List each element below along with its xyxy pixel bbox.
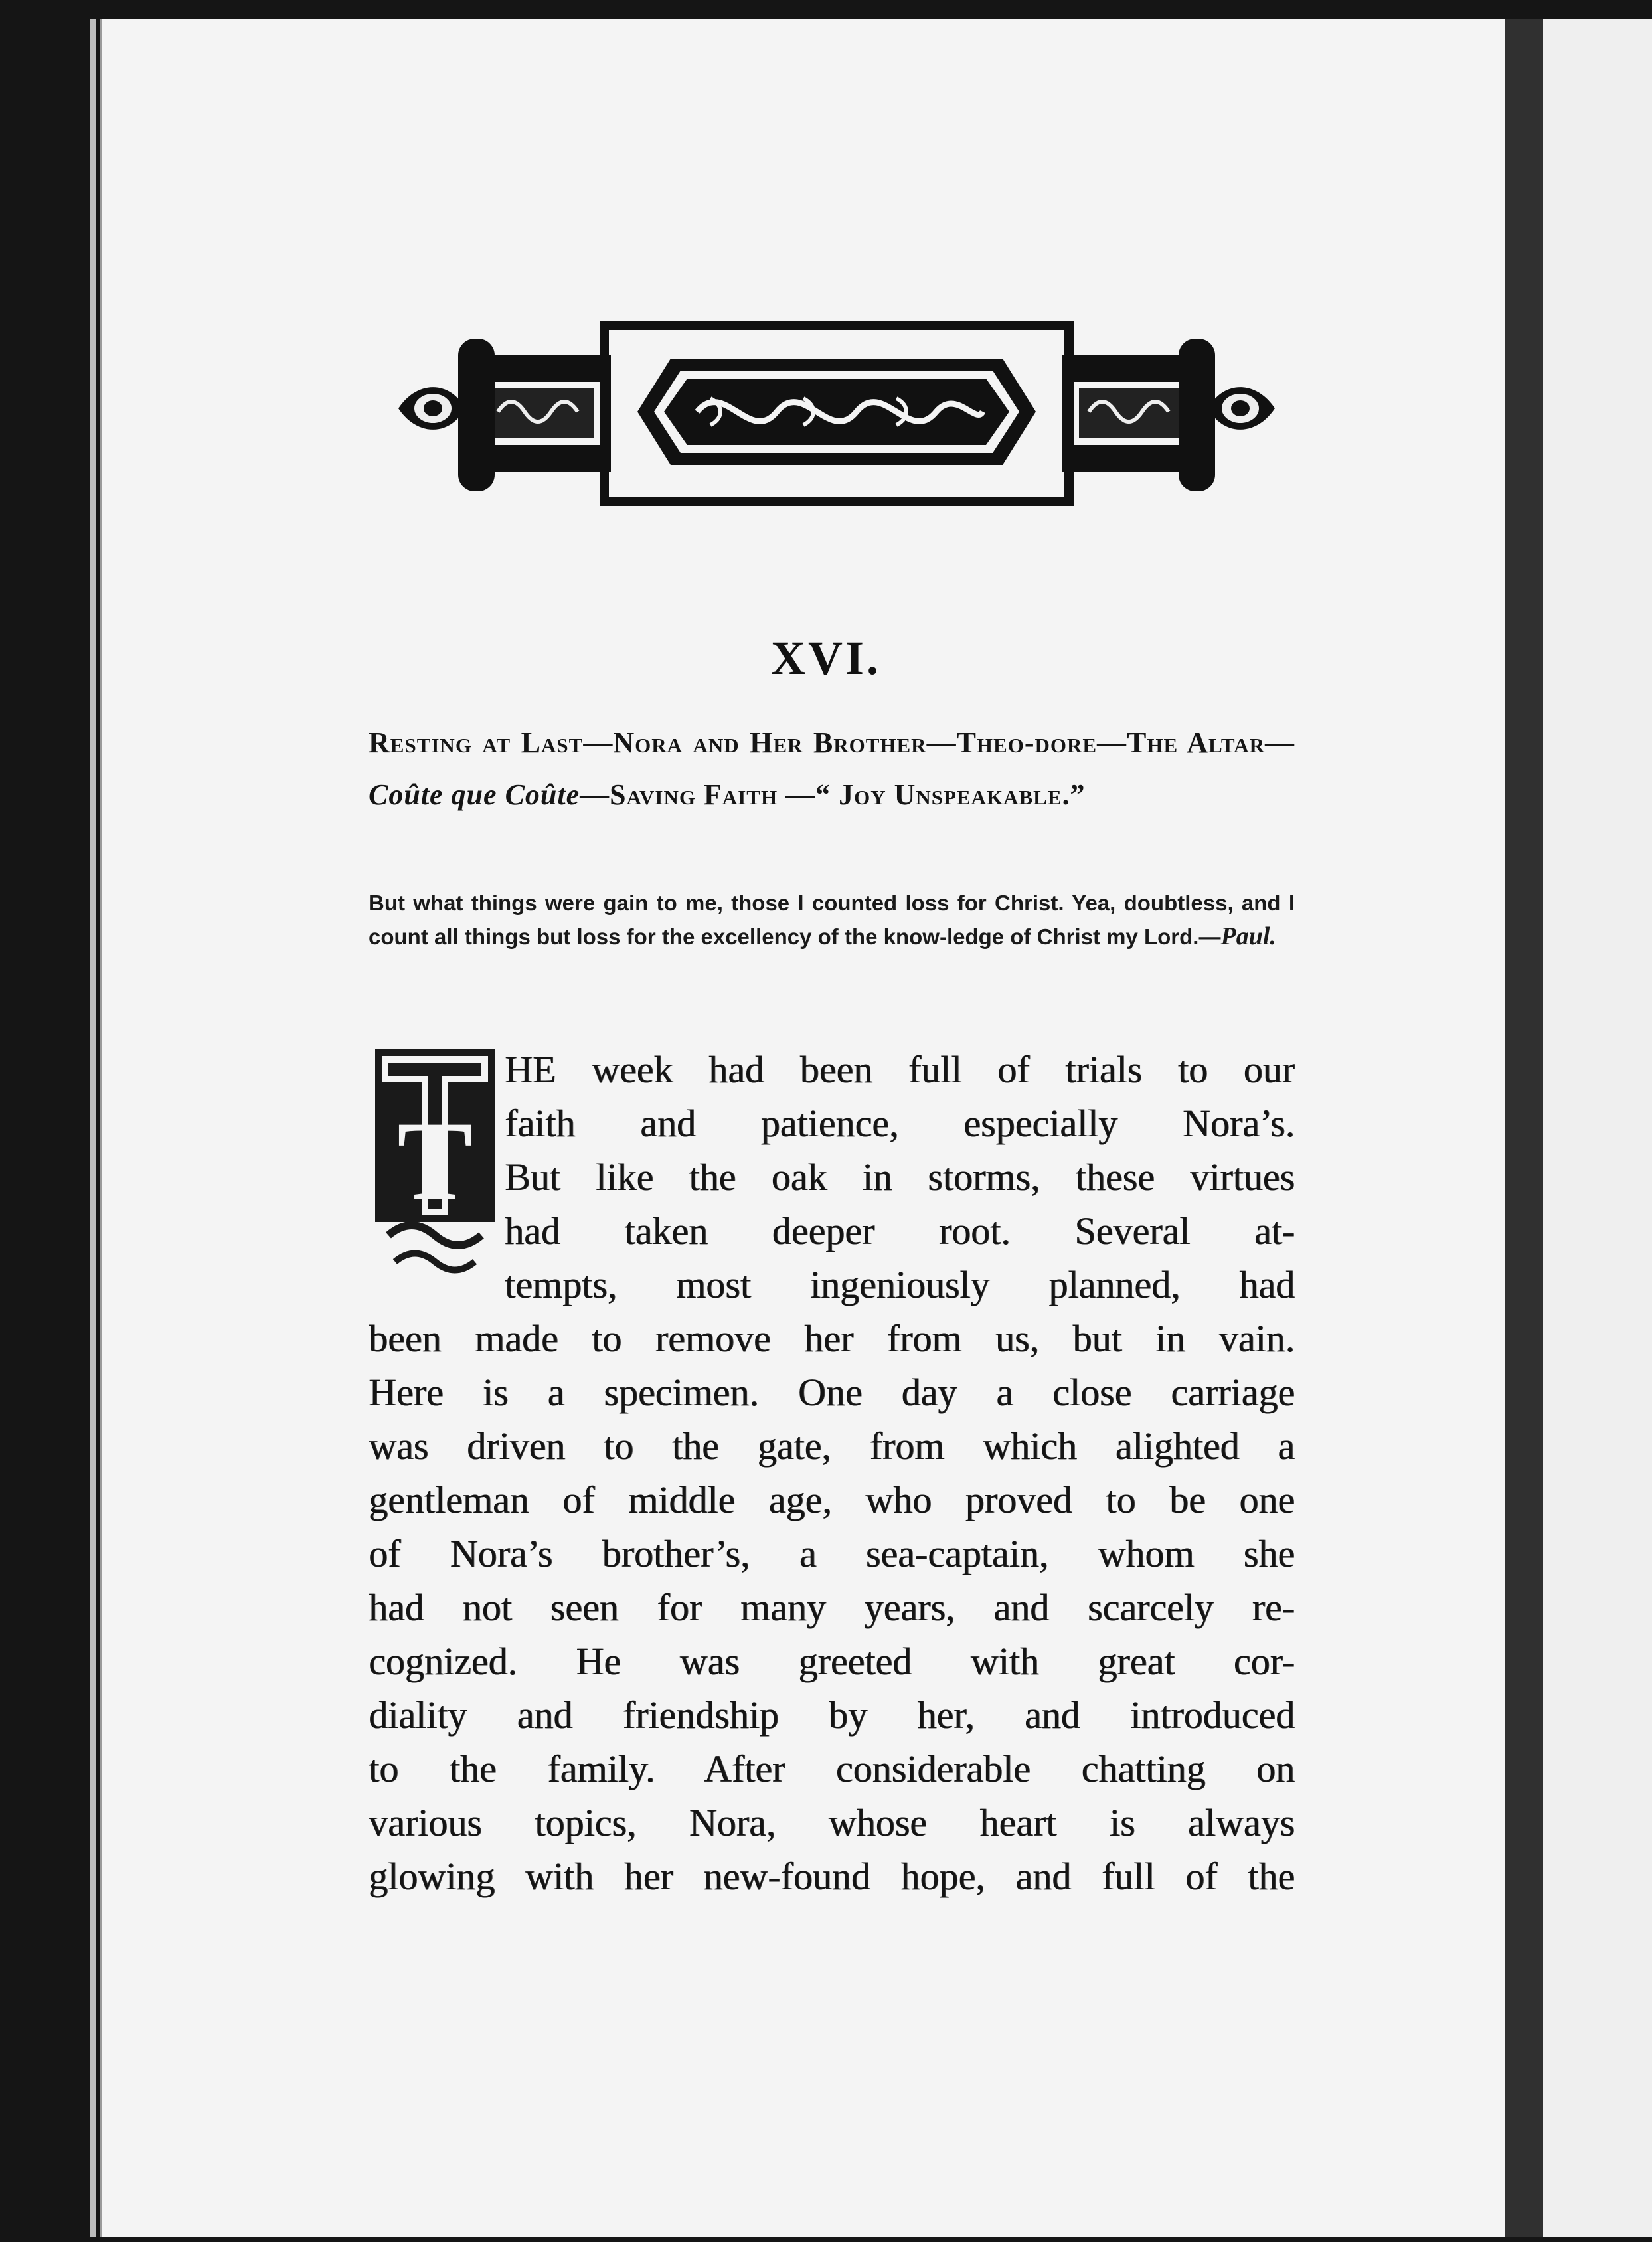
chapter-number: XVI.: [770, 632, 881, 685]
body-line: was driven to the gate, from which alighted a: [369, 1424, 1295, 1468]
facing-page-edge: [1543, 19, 1652, 2237]
body-line: gentleman of middle age, who proved to be one: [369, 1478, 1295, 1521]
body-line: of Nora’s brother’s, a sea-captain, whom she: [369, 1532, 1295, 1575]
epigraph: [369, 887, 1295, 954]
body-text: [369, 1043, 1295, 1903]
chapter-synopsis: [369, 717, 1295, 821]
body-line: various topics, Nora, whose heart is always: [369, 1801, 1295, 1844]
body-line: had not seen for many years, and scarcely re-: [369, 1586, 1295, 1629]
body-line: faith and patience, especially Nora’s.: [505, 1102, 1295, 1145]
body-line: to the family. After considerable chatting on: [369, 1747, 1295, 1790]
body-line: glowing with her new-found hope, and full of the: [369, 1855, 1295, 1898]
drop-cap-letter: T: [397, 1098, 473, 1223]
body-line: diality and friendship by her, and introduced: [369, 1693, 1295, 1737]
synopsis-foreign-phrase: Coûte que Coûte: [369, 778, 580, 811]
body-line: HE week had been full of trials to our: [505, 1048, 1295, 1091]
body-line: been made to remove her from us, but in vain.: [369, 1317, 1295, 1360]
book-spine: [1505, 19, 1543, 2237]
body-line: had taken deeper root. Several at-: [505, 1209, 1295, 1252]
synopsis-part-1: Resting at Last—Nora and Her Brother—Theo-dore—The Altar—: [369, 727, 1295, 759]
body-line: But like the oak in storms, these virtues: [505, 1156, 1295, 1199]
epigraph-signature: Paul.: [1220, 922, 1276, 950]
header-ornament: [392, 319, 1281, 511]
synopsis-part-2: —Saving Faith —“ Joy Unspeakable.”: [580, 778, 1086, 811]
body-line: cognized. He was greeted with great cor-: [369, 1640, 1295, 1683]
page-edge: [90, 19, 96, 2237]
body-line: tempts, most ingeniously planned, had: [505, 1263, 1295, 1306]
body-line: Here is a specimen. One day a close carriage: [369, 1371, 1295, 1414]
epigraph-text: But what things were gain to me, those I counted loss for Christ. Yea, doubtless, and I count all things but loss for the excellency of the know-ledge of Christ my Lord.—: [369, 891, 1295, 949]
